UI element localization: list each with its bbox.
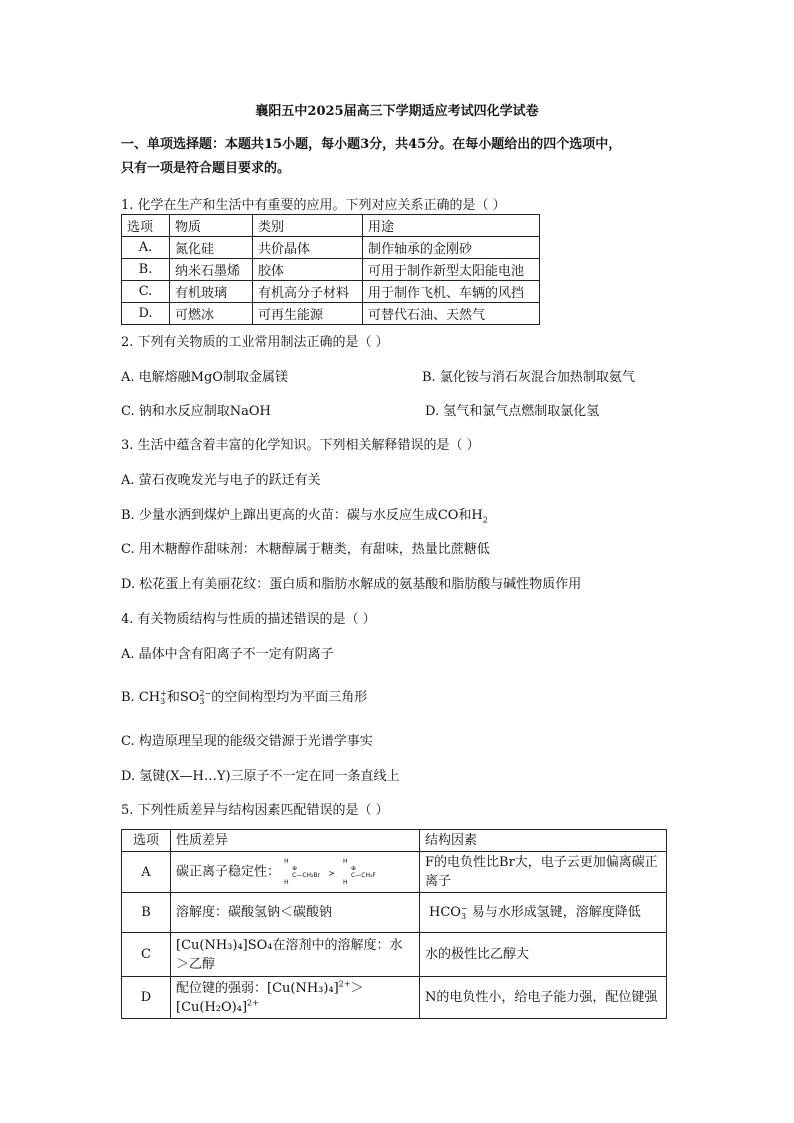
q1-table xyxy=(121,214,540,325)
q4-option-d: D. 氢键(X—H…Y)三原子不一定在同一条直线上 xyxy=(121,769,400,784)
structure-h-bottom: H xyxy=(343,879,348,886)
table-cell: 胶体 xyxy=(253,259,363,281)
sub-sup-stack xyxy=(199,690,211,706)
table-row xyxy=(122,977,667,1019)
table-cell: 用于制作飞机、车辆的风挡 xyxy=(363,281,540,303)
formula-text: SO xyxy=(179,690,200,705)
formula-ch3 xyxy=(139,690,167,705)
table-cell: A. xyxy=(122,237,170,259)
formula-text: CH xyxy=(138,690,161,705)
section-heading-line1: 一、单项选择题：本题共15小题，每小题3分，共45分。在每小题给出的四个选项中， xyxy=(121,137,622,152)
table-cell: N的电负性小，给电子能力强，配位键强 xyxy=(420,977,667,1019)
subscript: 3 xyxy=(199,696,205,706)
formula-so3 xyxy=(180,690,211,705)
q2-option-c: C. 钠和水反应制取NaOH xyxy=(121,404,271,419)
structure-carbon: C xyxy=(292,872,297,879)
table-row xyxy=(122,259,540,281)
q3-stem: 3. 生活中蕴含着丰富的化学知识。下列相关解释错误的是（ ） xyxy=(121,438,480,453)
structure-plus: ⊕ xyxy=(292,865,298,872)
structure-substituent: —CH₂F xyxy=(355,872,376,879)
structure-carbon: C xyxy=(351,872,356,879)
superscript: 2+ xyxy=(338,979,351,989)
property-text: 配位键的强弱：[Cu(NH₃)₄] xyxy=(176,980,339,996)
table-header-cell: 性质差异 xyxy=(171,830,420,852)
table-header-row xyxy=(122,830,667,852)
superscript: + xyxy=(160,688,167,698)
subscript: 3 xyxy=(160,696,166,706)
table-cell: 制作轴承的金刚砂 xyxy=(363,237,540,259)
table-header-cell: 选项 xyxy=(122,215,170,237)
table-cell: B xyxy=(122,893,171,933)
structure-h-top: H xyxy=(343,858,348,865)
table-cell: 可燃冰 xyxy=(170,303,253,325)
carbocation-structure-br xyxy=(284,858,320,886)
table-cell: [Cu(NH₃)₄]SO₄在溶剂中的溶解度：水＞乙醇 xyxy=(171,933,420,977)
q4-option-c: C. 构造原理呈现的能级交错源于光谱学事实 xyxy=(121,734,373,749)
table-cell xyxy=(420,893,667,933)
table-row xyxy=(122,237,540,259)
table-cell: 溶解度：碳酸氢钠＜碳酸钠 xyxy=(171,893,420,933)
table-header-cell: 结构因素 xyxy=(420,830,667,852)
table-header-cell: 选项 xyxy=(122,830,171,852)
table-row xyxy=(122,852,667,893)
table-cell: C xyxy=(122,933,171,977)
conjunction: 和 xyxy=(166,690,180,705)
structure-substituent: —CH₂Br xyxy=(296,872,321,879)
q2-stem: 2. 下列有关物质的工业常用制法正确的是（ ） xyxy=(121,335,389,350)
formula-text: HCO xyxy=(429,905,461,920)
q5-stem: 5. 下列性质差异与结构因素匹配错误的是（ ） xyxy=(121,803,389,818)
table-cell: D xyxy=(122,977,171,1019)
q3-option-b-text: B. 少量水洒到煤炉上蹿出更高的火苗：碳与水反应生成CO和H xyxy=(121,508,483,523)
q3-option-b xyxy=(121,504,488,523)
q4-option-a: A. 晶体中含有阳离子不一定有阴离子 xyxy=(121,647,334,662)
superscript: 2− xyxy=(199,688,212,698)
superscript: 2+ xyxy=(247,998,259,1008)
table-cell xyxy=(171,977,420,1019)
table-header-row xyxy=(122,215,540,237)
property-text: 碳正离子稳定性： xyxy=(176,864,281,880)
structure-h-top: H xyxy=(284,858,289,865)
table-cell: 共价晶体 xyxy=(253,237,363,259)
comparison: ＞ xyxy=(350,980,364,996)
q2-option-a: A. 电解熔融MgO制取金属镁 xyxy=(121,370,288,385)
sub-sup-stack xyxy=(160,690,167,706)
table-row xyxy=(122,933,667,977)
structure-plus: ⊕ xyxy=(351,865,357,872)
subscript: 2 xyxy=(482,515,488,525)
table-cell: 有机高分子材料 xyxy=(253,281,363,303)
property-text-2: [Cu(H₂O)₄] xyxy=(176,999,248,1015)
page-title: 襄阳五中2025届高三下学期适应考试四化学试卷 xyxy=(255,104,539,119)
q1-stem: 1. 化学在生产和生活中有重要的应用。下列对应关系正确的是（ ） xyxy=(121,198,506,213)
table-cell: 可替代石油、天然气 xyxy=(363,303,540,325)
table-cell: 可用于制作新型太阳能电池 xyxy=(363,259,540,281)
q4-option-b xyxy=(121,686,367,706)
option-label: B. xyxy=(121,690,139,705)
structure-chain xyxy=(343,872,376,879)
table-row xyxy=(122,281,540,303)
section-heading-line2: 只有一项是符合题目要求的。 xyxy=(121,161,291,176)
q4-stem: 4. 有关物质结构与性质的描述错误的是（ ） xyxy=(121,612,376,627)
table-cell: 纳米石墨烯 xyxy=(170,259,253,281)
sub-sup-stack xyxy=(461,905,468,921)
table-cell xyxy=(171,852,420,893)
reason-text: 易与水形成氢键，溶解度降低 xyxy=(467,905,641,920)
superscript: − xyxy=(460,903,468,913)
q4-option-b-rest: 的空间构型均为平面三角形 xyxy=(211,690,368,705)
q2-option-b: B. 氯化铵与消石灰混合加热制取氨气 xyxy=(422,370,635,385)
carbocation-structure-f xyxy=(343,858,376,886)
table-row xyxy=(122,893,667,933)
structure-chain xyxy=(284,872,320,879)
table-cell: D. xyxy=(122,303,170,325)
q3-option-d: D. 松花蛋上有美丽花纹：蛋白质和脂肪水解成的氨基酸和脂肪酸与碱性物质作用 xyxy=(121,577,582,592)
q5-table xyxy=(121,829,667,1019)
table-cell: 可再生能源 xyxy=(253,303,363,325)
table-header-cell: 用途 xyxy=(363,215,540,237)
greater-than: > xyxy=(328,868,335,878)
table-row xyxy=(122,303,540,325)
table-cell: 有机玻璃 xyxy=(170,281,253,303)
q3-option-c: C. 用木糖醇作甜味剂：木糖醇属于糖类，有甜味，热量比蔗糖低 xyxy=(121,542,490,557)
table-header-cell: 物质 xyxy=(170,215,253,237)
q3-option-a: A. 萤石夜晚发光与电子的跃迁有关 xyxy=(121,473,321,488)
table-cell: C. xyxy=(122,281,170,303)
structure-h-bottom: H xyxy=(284,879,289,886)
table-cell: A xyxy=(122,852,171,893)
table-cell: F的电负性比Br大，电子云更加偏离碳正离子 xyxy=(420,852,667,893)
q2-option-d: D. 氢气和氯气点燃制取氯化氢 xyxy=(425,404,600,419)
table-cell: 氮化硅 xyxy=(170,237,253,259)
subscript: 3 xyxy=(460,911,467,921)
table-cell: 水的极性比乙醇大 xyxy=(420,933,667,977)
table-header-cell: 类别 xyxy=(253,215,363,237)
table-cell: B. xyxy=(122,259,170,281)
